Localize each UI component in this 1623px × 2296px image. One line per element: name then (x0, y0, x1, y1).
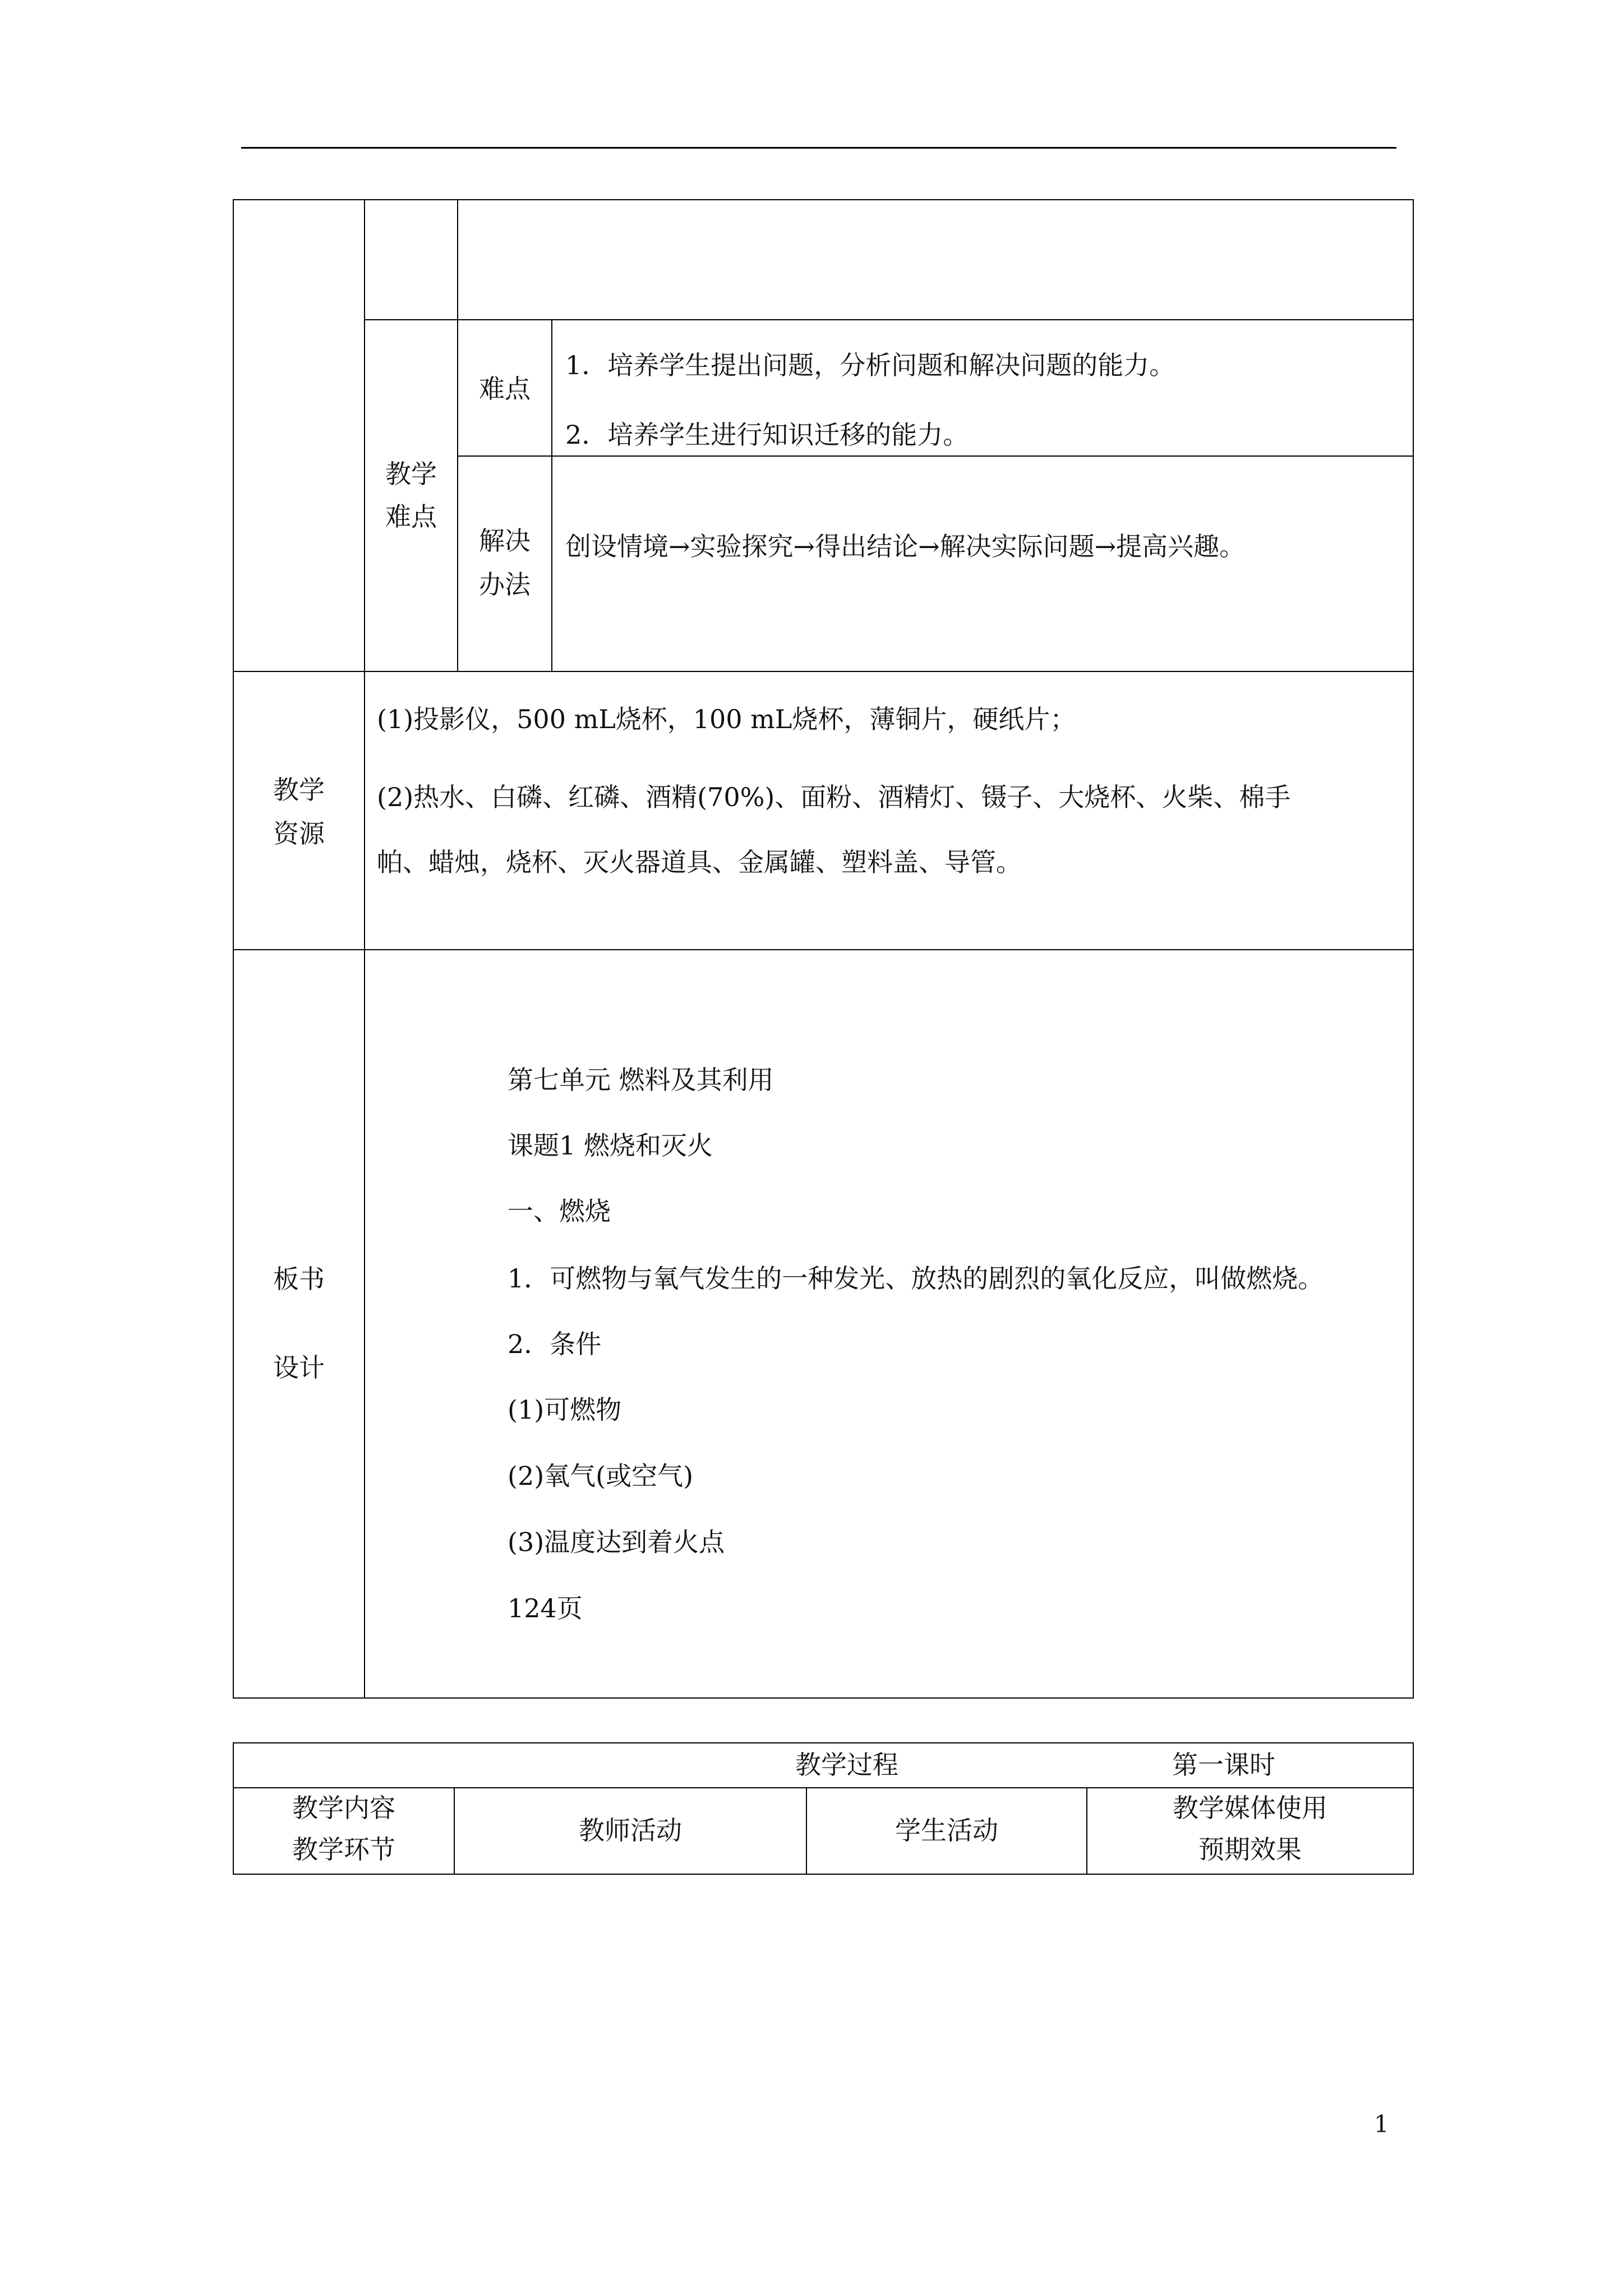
solution-label-2: 办法 (479, 569, 531, 600)
cell-resources-label (233, 671, 365, 950)
hard-label: 难点 (479, 374, 531, 404)
board-line-6: (1)可燃物 (508, 1395, 622, 1425)
resources-label-2: 资源 (273, 818, 325, 849)
solution-text: 创设情境→实验探究→得出结论→解决实际问题→提高兴趣。 (565, 531, 1246, 562)
board-line-5: 2．条件 (508, 1329, 602, 1359)
cell-difficulty-group (364, 319, 458, 672)
cell-solution-content (551, 455, 1414, 672)
board-line-1: 第七单元 燃料及其利用 (508, 1065, 774, 1095)
board-line-3: 一、燃烧 (508, 1196, 611, 1226)
hard-item-1: 1．培养学生提出问题，分析问题和解决问题的能力。 (565, 350, 1175, 380)
resources-line-1: (1)投影仪，500 mL烧杯，100 mL烧杯，薄铜片，硬纸片； (377, 704, 1076, 734)
board-line-8: (3)温度达到着火点 (508, 1527, 725, 1557)
header-content-1: 教学内容 (292, 1793, 395, 1823)
board-line-2: 课题1 燃烧和灭火 (508, 1130, 713, 1161)
cell-solution-label (457, 455, 552, 672)
resources-line-3: 帕、蜡烛，烧杯、灭火器道具、金属罐、塑料盖、导管。 (377, 847, 1022, 877)
lower-title: 教学过程 (795, 1750, 898, 1780)
cell-r1-sub-label (364, 199, 458, 320)
resources-line-2: (2)热水、白磷、红磷、酒精(70%)、面粉、酒精灯、镊子、大烧杯、火柴、棉手 (377, 782, 1291, 812)
board-line-7: (2)氧气(或空气) (508, 1461, 694, 1491)
hard-item-2: 2．培养学生进行知识迁移的能力。 (565, 420, 969, 450)
solution-label-1: 解决 (479, 526, 531, 556)
cell-board-content (364, 949, 1414, 1699)
resources-label-1: 教学 (273, 775, 325, 805)
header-media-1: 教学媒体使用 (1173, 1793, 1327, 1823)
board-line-9: 124页 (508, 1593, 583, 1623)
difficulty-group-label-1: 教学 (385, 459, 437, 489)
header-rule (241, 147, 1396, 149)
lower-period: 第一课时 (1172, 1750, 1275, 1780)
header-content-2: 教学环节 (292, 1834, 395, 1865)
cell-r1-outer-label (233, 199, 365, 672)
header-teacher: 教师活动 (579, 1815, 682, 1846)
page-number: 1 (1374, 2110, 1389, 2138)
board-label-2: 设计 (273, 1352, 325, 1383)
header-student: 学生活动 (895, 1815, 998, 1846)
difficulty-group-label-2: 难点 (385, 501, 437, 532)
cell-board-label (233, 949, 365, 1699)
board-label-1: 板书 (273, 1264, 325, 1294)
cell-r1-content (457, 199, 1414, 320)
header-media-2: 预期效果 (1198, 1834, 1302, 1865)
board-line-4: 1．可燃物与氧气发生的一种发光、放热的剧烈的氧化反应，叫做燃烧。 (508, 1263, 1324, 1294)
